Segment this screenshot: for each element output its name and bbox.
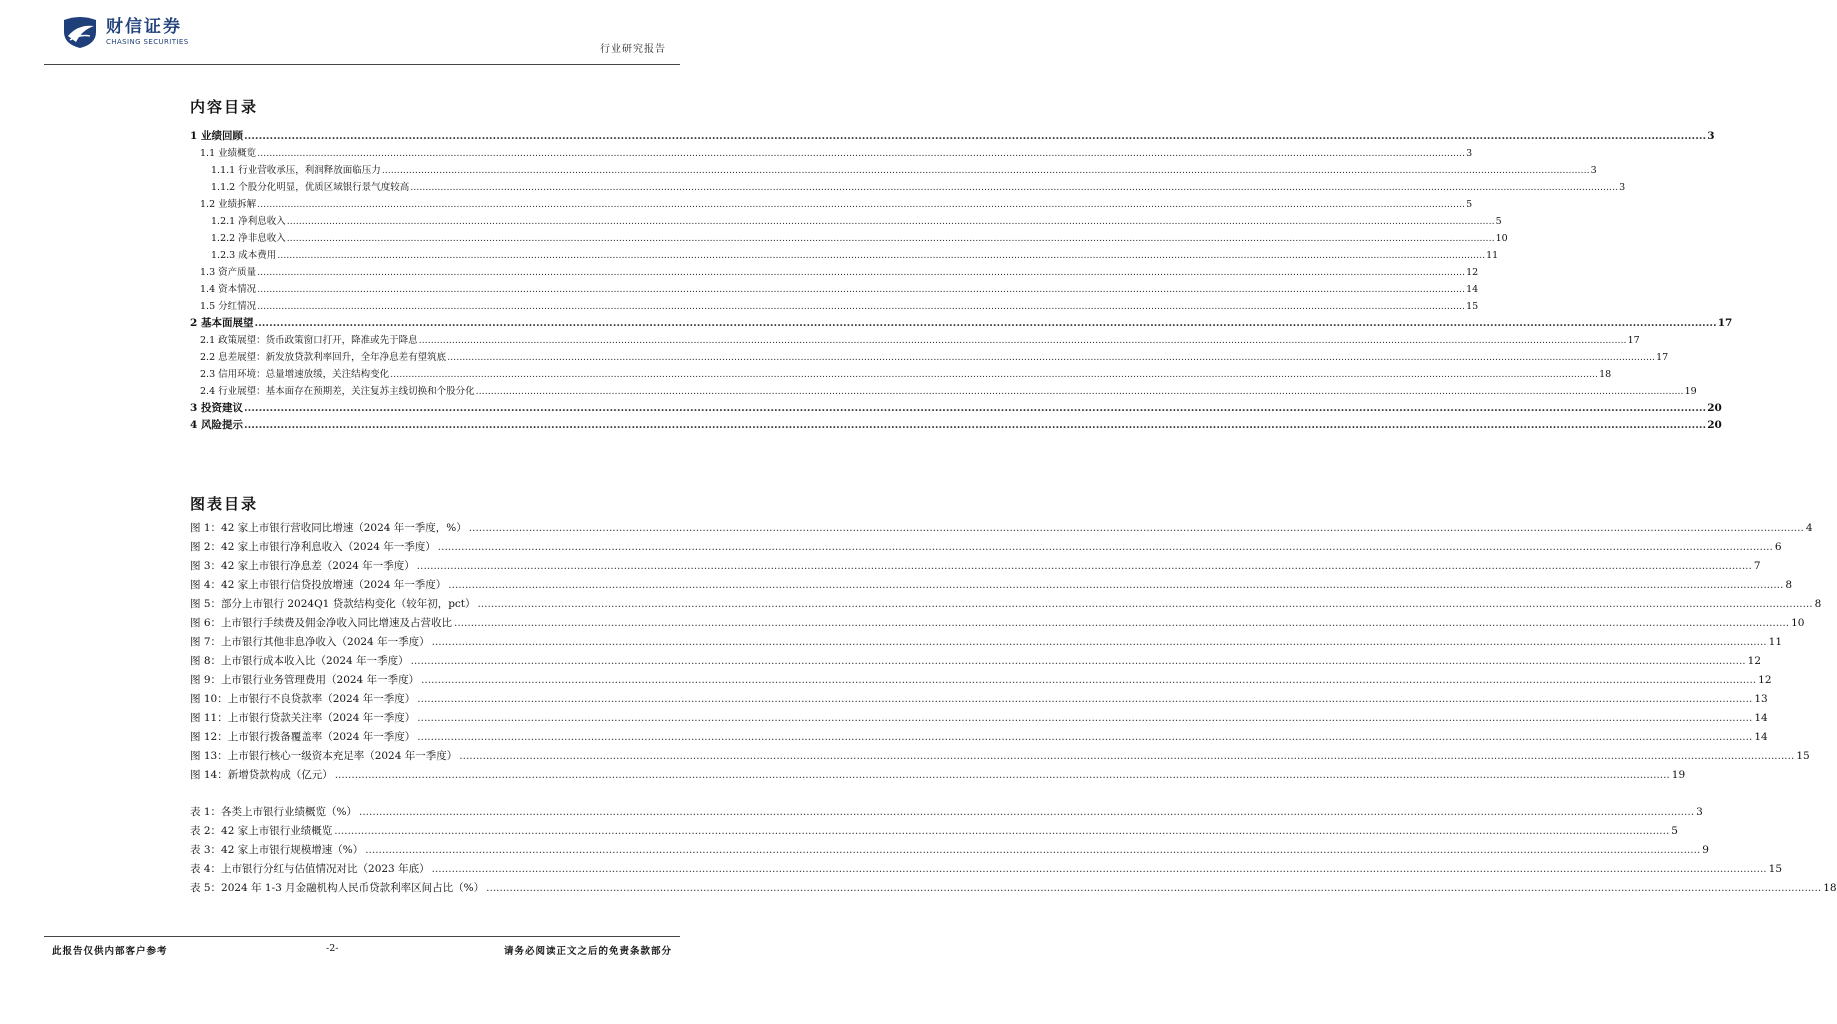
figure-entry-page: 13 bbox=[1754, 693, 1768, 705]
leader-dots: ................................................................................................................................................................................................................................................................................................................................................................................................................ bbox=[257, 199, 1466, 210]
toc-entry-page: 20 bbox=[1707, 419, 1722, 431]
leader-dots: ................................................................................................................................................................................................................................................................................................................................................................................................................ bbox=[437, 541, 1773, 553]
leader-dots: ................................................................................................................................................................................................................................................................................................................................................................................................................ bbox=[381, 165, 1590, 176]
page-number: -2- bbox=[326, 943, 339, 954]
toc-entry-title: 1.2 业绩拆解 bbox=[200, 199, 257, 210]
toc-entry[interactable] bbox=[190, 400, 1722, 417]
toc-entry[interactable] bbox=[190, 145, 1473, 162]
header-divider bbox=[44, 64, 680, 65]
brand-name-en: CHASING SECURITIES bbox=[106, 38, 189, 46]
leader-dots: ................................................................................................................................................................................................................................................................................................................................................................................................................ bbox=[334, 825, 1670, 837]
toc-entry[interactable] bbox=[190, 196, 1473, 213]
figure-entry[interactable] bbox=[190, 729, 1768, 748]
leader-dots: ................................................................................................................................................................................................................................................................................................................................................................................................................ bbox=[257, 148, 1466, 159]
toc-entry-title: 1.2.2 净非息收入 bbox=[211, 233, 286, 244]
figure-entry-title: 图 8：上市银行成本收入比（2024 年一季度） bbox=[190, 655, 409, 667]
toc-entry-title: 2.4 行业展望：基本面存在预期差，关注复苏主线切换和个股分化 bbox=[200, 386, 475, 397]
toc-entry[interactable] bbox=[190, 230, 1508, 247]
table-entry-title: 表 5：2024 年 1-3 月金融机构人民币贷款利率区间占比（%） bbox=[190, 882, 485, 894]
figure-entry-title: 图 14：新增贷款构成（亿元） bbox=[190, 769, 333, 781]
toc-entry-title: 4 风险提示 bbox=[190, 419, 243, 431]
toc-entry-page: 15 bbox=[1466, 301, 1479, 312]
leader-dots: ................................................................................................................................................................................................................................................................................................................................................................................................................ bbox=[431, 636, 1767, 648]
toc-entry-page: 20 bbox=[1707, 402, 1722, 414]
footer-disclaimer: 此报告仅供内部客户参考 bbox=[52, 946, 168, 957]
toc-entry-page: 3 bbox=[1590, 165, 1597, 176]
toc-entry[interactable] bbox=[190, 349, 1669, 366]
leader-dots: ................................................................................................................................................................................................................................................................................................................................................................................................................ bbox=[418, 335, 1627, 346]
figure-entry-page: 14 bbox=[1754, 731, 1768, 743]
toc-entry-title: 1.1 业绩概览 bbox=[200, 148, 257, 159]
figure-entry-page: 15 bbox=[1796, 750, 1810, 762]
leader-dots: ................................................................................................................................................................................................................................................................................................................................................................................................................ bbox=[286, 233, 1495, 244]
figure-entry[interactable] bbox=[190, 691, 1768, 710]
figure-entry[interactable] bbox=[190, 653, 1762, 672]
figure-entry-title: 图 7：上市银行其他非息净收入（2024 年一季度） bbox=[190, 636, 430, 648]
toc-entry-page: 5 bbox=[1466, 199, 1473, 210]
leader-dots: ................................................................................................................................................................................................................................................................................................................................................................................................................ bbox=[334, 769, 1670, 781]
leader-dots: ................................................................................................................................................................................................................................................................................................................................................................................................................ bbox=[454, 617, 1790, 629]
brand-logo bbox=[60, 14, 189, 50]
toc-entry-title: 1.2.3 成本费用 bbox=[211, 250, 277, 261]
toc-entry[interactable] bbox=[190, 162, 1597, 179]
figure-entry[interactable] bbox=[190, 520, 1813, 539]
leader-dots: ................................................................................................................................................................................................................................................................................................................................................................................................................ bbox=[477, 598, 1813, 610]
figure-entry-page: 11 bbox=[1768, 636, 1783, 648]
table-entry-title: 表 1：各类上市银行业绩概览（%） bbox=[190, 806, 357, 818]
leader-dots: ................................................................................................................................................................................................................................................................................................................................................................................................................ bbox=[410, 182, 1619, 193]
leader-dots: ................................................................................................................................................................................................................................................................................................................................................................................................................ bbox=[447, 352, 1656, 363]
table-entry-page: 9 bbox=[1702, 844, 1709, 856]
leader-dots: ................................................................................................................................................................................................................................................................................................................................................................................................................ bbox=[486, 882, 1822, 894]
toc-entry-title: 2 基本面展望 bbox=[190, 317, 254, 329]
toc-entry[interactable] bbox=[190, 417, 1722, 434]
toc-entry[interactable] bbox=[190, 298, 1479, 315]
toc-entry-title: 1.3 资产质量 bbox=[200, 267, 257, 278]
figure-entry-page: 12 bbox=[1758, 674, 1772, 686]
leader-dots: ................................................................................................................................................................................................................................................................................................................................................................................................................ bbox=[243, 130, 1707, 142]
leader-dots: ................................................................................................................................................................................................................................................................................................................................................................................................................ bbox=[417, 712, 1753, 724]
figure-entry-title: 图 3：42 家上市银行净息差（2024 年一季度） bbox=[190, 560, 415, 572]
leader-dots: ................................................................................................................................................................................................................................................................................................................................................................................................................ bbox=[448, 579, 1784, 591]
toc-entry-page: 3 bbox=[1619, 182, 1626, 193]
figure-entry-title: 图 4：42 家上市银行信贷投放增速（2024 年一季度） bbox=[190, 579, 447, 591]
toc-entry-title: 1.1.2 个股分化明显，优质区域银行景气度较高 bbox=[211, 182, 410, 193]
toc-entry-page: 19 bbox=[1684, 386, 1697, 397]
figure-entry-page: 14 bbox=[1754, 712, 1768, 724]
leader-dots: ................................................................................................................................................................................................................................................................................................................................................................................................................ bbox=[365, 844, 1701, 856]
table-entry[interactable] bbox=[190, 823, 1678, 842]
table-of-contents bbox=[190, 128, 1733, 434]
footer-divider bbox=[44, 936, 680, 937]
table-entry[interactable] bbox=[190, 880, 1837, 899]
leader-dots: ................................................................................................................................................................................................................................................................................................................................................................................................................ bbox=[459, 750, 1795, 762]
toc-entry-page: 5 bbox=[1495, 216, 1502, 227]
figure-entry[interactable] bbox=[190, 596, 1822, 615]
toc-entry[interactable] bbox=[190, 179, 1626, 196]
table-entry-title: 表 2：42 家上市银行业绩概览 bbox=[190, 825, 333, 837]
figure-entry-page: 6 bbox=[1774, 541, 1782, 553]
figure-entry-title: 图 5：部分上市银行 2024Q1 贷款结构变化（较年初，pct） bbox=[190, 598, 476, 610]
figure-entry-page: 12 bbox=[1747, 655, 1762, 667]
figure-list bbox=[190, 520, 1822, 786]
table-entry[interactable] bbox=[190, 804, 1703, 823]
leader-dots: ................................................................................................................................................................................................................................................................................................................................................................................................................ bbox=[390, 369, 1599, 380]
leader-dots: ................................................................................................................................................................................................................................................................................................................................................................................................................ bbox=[417, 693, 1753, 705]
toc-entry-page: 17 bbox=[1627, 335, 1640, 346]
table-entry[interactable] bbox=[190, 842, 1709, 861]
toc-entry-page: 14 bbox=[1466, 284, 1479, 295]
leader-dots: ................................................................................................................................................................................................................................................................................................................................................................................................................ bbox=[277, 250, 1486, 261]
table-list bbox=[190, 804, 1837, 899]
figure-entry-title: 图 10：上市银行不良贷款率（2024 年一季度） bbox=[190, 693, 416, 705]
toc-entry-title: 1.4 资本情况 bbox=[200, 284, 257, 295]
leader-dots: ................................................................................................................................................................................................................................................................................................................................................................................................................ bbox=[468, 522, 1804, 534]
leader-dots: ................................................................................................................................................................................................................................................................................................................................................................................................................ bbox=[359, 806, 1695, 818]
toc-entry-title: 2.3 信用环境：总量增速放缓，关注结构变化 bbox=[200, 369, 390, 380]
figure-entry-title: 图 2：42 家上市银行净利息收入（2024 年一季度） bbox=[190, 541, 436, 553]
toc-entry-page: 18 bbox=[1599, 369, 1612, 380]
figure-entry-title: 图 1：42 家上市银行营收同比增速（2024 年一季度，%） bbox=[190, 522, 467, 534]
table-entry-page: 3 bbox=[1696, 806, 1703, 818]
leader-dots: ................................................................................................................................................................................................................................................................................................................................................................................................................ bbox=[257, 284, 1466, 295]
leader-dots: ................................................................................................................................................................................................................................................................................................................................................................................................................ bbox=[416, 560, 1752, 572]
toc-entry[interactable] bbox=[190, 332, 1640, 349]
leader-dots: ................................................................................................................................................................................................................................................................................................................................................................................................................ bbox=[257, 267, 1466, 278]
leader-dots: ................................................................................................................................................................................................................................................................................................................................................................................................................ bbox=[286, 216, 1495, 227]
brand-name-cn: 财信证券 bbox=[106, 17, 182, 37]
toc-entry-title: 2.1 政策展望：货币政策窗口打开，降准或先于降息 bbox=[200, 335, 418, 346]
toc-entry-page: 3 bbox=[1707, 130, 1715, 142]
toc-entry-title: 2.2 息差展望：新发放贷款利率回升，全年净息差有望筑底 bbox=[200, 352, 447, 363]
toc-entry-page: 3 bbox=[1466, 148, 1473, 159]
toc-entry-title: 1.5 分红情况 bbox=[200, 301, 257, 312]
toc-entry[interactable] bbox=[190, 366, 1612, 383]
table-entry-page: 5 bbox=[1671, 825, 1678, 837]
toc-entry[interactable] bbox=[190, 213, 1502, 230]
leader-dots: ................................................................................................................................................................................................................................................................................................................................................................................................................ bbox=[257, 301, 1466, 312]
figure-entry-page: 8 bbox=[1814, 598, 1822, 610]
figure-entry-title: 图 9：上市银行业务管理费用（2024 年一季度） bbox=[190, 674, 420, 686]
leader-dots: ................................................................................................................................................................................................................................................................................................................................................................................................................ bbox=[475, 386, 1684, 397]
footer-notice: 请务必阅读正文之后的免责条款部分 bbox=[503, 946, 672, 957]
page-header bbox=[0, 0, 724, 70]
figure-entry-page: 10 bbox=[1791, 617, 1805, 629]
toc-entry-title: 3 投资建议 bbox=[190, 402, 243, 414]
chasing-securities-logo-icon bbox=[60, 14, 100, 50]
figure-entry[interactable] bbox=[190, 710, 1768, 729]
table-entry[interactable] bbox=[190, 861, 1783, 880]
leader-dots: ................................................................................................................................................................................................................................................................................................................................................................................................................ bbox=[421, 674, 1757, 686]
toc-entry-title: 1.1.1 行业营收承压，利润释放面临压力 bbox=[211, 165, 381, 176]
toc-entry-page: 17 bbox=[1717, 317, 1733, 329]
figure-entry[interactable] bbox=[190, 577, 1793, 596]
toc-entry[interactable] bbox=[190, 247, 1499, 264]
toc-entry-page: 11 bbox=[1486, 250, 1499, 261]
leader-dots: ................................................................................................................................................................................................................................................................................................................................................................................................................ bbox=[254, 317, 1717, 329]
figure-entry-page: 7 bbox=[1753, 560, 1761, 572]
toc-entry[interactable] bbox=[190, 281, 1479, 298]
leader-dots: ................................................................................................................................................................................................................................................................................................................................................................................................................ bbox=[243, 402, 1707, 414]
figure-entry[interactable] bbox=[190, 767, 1686, 786]
toc-entry-page: 10 bbox=[1495, 233, 1508, 244]
figure-entry[interactable] bbox=[190, 672, 1772, 691]
leader-dots: ................................................................................................................................................................................................................................................................................................................................................................................................................ bbox=[410, 655, 1746, 667]
toc-entry[interactable] bbox=[190, 315, 1733, 332]
figure-entry-title: 图 12：上市银行拨备覆盖率（2024 年一季度） bbox=[190, 731, 416, 743]
toc-entry[interactable] bbox=[190, 383, 1697, 400]
figure-entry[interactable] bbox=[190, 748, 1810, 767]
figure-entry[interactable] bbox=[190, 615, 1805, 634]
figure-entry-page: 4 bbox=[1805, 522, 1813, 534]
figure-entry-title: 图 11：上市银行贷款关注率（2024 年一季度） bbox=[190, 712, 416, 724]
figure-entry-page: 19 bbox=[1671, 769, 1686, 781]
figure-entry-title: 图 6：上市银行手续费及佣金净收入同比增速及占营收比 bbox=[190, 617, 453, 629]
table-entry-page: 18 bbox=[1823, 882, 1837, 894]
leader-dots: ................................................................................................................................................................................................................................................................................................................................................................................................................ bbox=[243, 419, 1707, 431]
toc-entry-page: 17 bbox=[1656, 352, 1669, 363]
toc-entry-title: 1 业绩回顾 bbox=[190, 130, 243, 142]
figure-entry-page: 8 bbox=[1785, 579, 1793, 591]
figure-entry[interactable] bbox=[190, 558, 1761, 577]
figures-title: 图表目录 bbox=[190, 495, 259, 513]
figure-entry[interactable] bbox=[190, 634, 1783, 653]
table-entry-page: 15 bbox=[1768, 863, 1783, 875]
toc-entry[interactable] bbox=[190, 128, 1715, 145]
document-type: 行业研究报告 bbox=[600, 44, 666, 55]
leader-dots: ................................................................................................................................................................................................................................................................................................................................................................................................................ bbox=[417, 731, 1753, 743]
toc-entry[interactable] bbox=[190, 264, 1479, 281]
table-entry-title: 表 3：42 家上市银行规模增速（%） bbox=[190, 844, 364, 856]
figure-entry[interactable] bbox=[190, 539, 1782, 558]
figure-entry-title: 图 13：上市银行核心一级资本充足率（2024 年一季度） bbox=[190, 750, 458, 762]
table-entry-title: 表 4：上市银行分红与估值情况对比（2023 年底） bbox=[190, 863, 430, 875]
toc-entry-title: 1.2.1 净利息收入 bbox=[211, 216, 286, 227]
leader-dots: ................................................................................................................................................................................................................................................................................................................................................................................................................ bbox=[431, 863, 1767, 875]
toc-entry-page: 12 bbox=[1466, 267, 1479, 278]
toc-title: 内容目录 bbox=[190, 98, 259, 116]
